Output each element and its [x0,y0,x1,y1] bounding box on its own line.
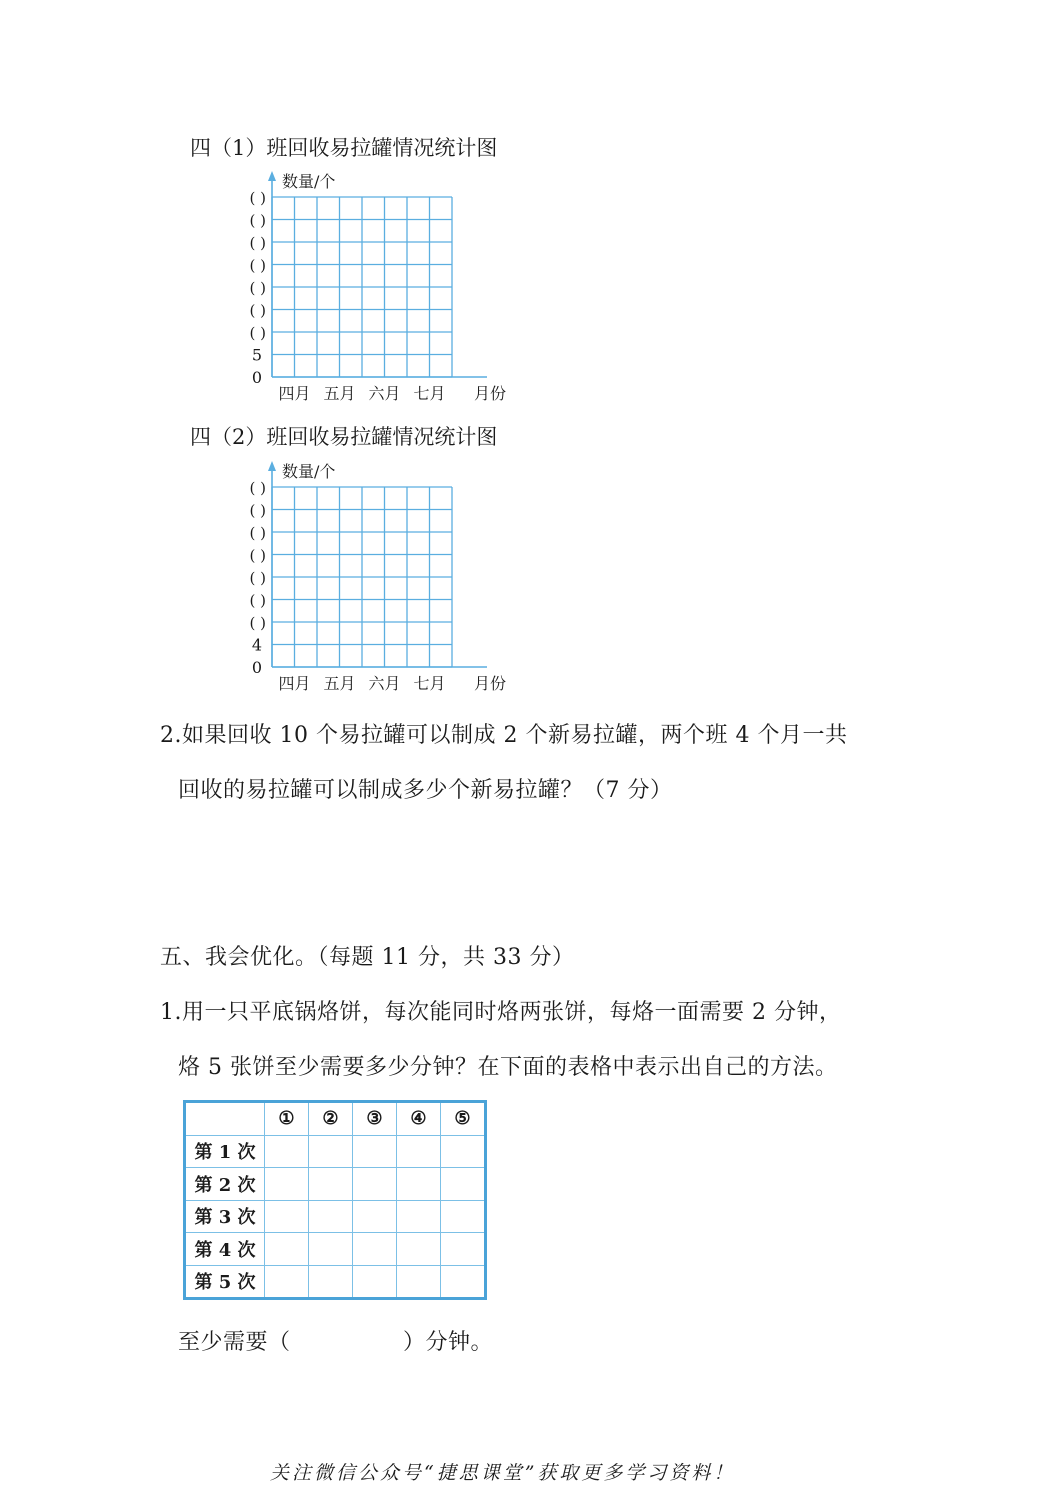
y-tick-label: ( ) [249,256,266,275]
x-tick-label: 六月 [368,674,401,693]
x-tick-label: 五月 [323,674,356,693]
chart-2 [200,455,530,700]
x-tick-label: 六月 [368,384,401,403]
answer-cell[interactable] [353,1168,397,1201]
column-header: ⑤ [441,1102,486,1136]
x-tick-label: 四月 [278,674,311,693]
answer-cell[interactable] [397,1233,441,1266]
column-header: ④ [397,1102,441,1136]
y-tick-label: 5 [251,345,262,365]
section-5-question-1-line-1: 1.用一只平底锅烙饼，每次能同时烙两张饼，每烙一面需要 2 分钟， [160,1000,842,1025]
answer-line: 至少需要（ ）分钟。 [178,1330,494,1355]
answer-cell[interactable] [309,1233,353,1266]
y-tick-label: ( ) [249,211,266,230]
answer-cell[interactable] [265,1200,309,1233]
footer-watermark: 关注微信公众号“捷思课堂”获取更多学习资料！ [270,1462,736,1484]
chart-1 [200,165,530,410]
answer-cell[interactable] [441,1168,486,1201]
row-header: 第 2 次 [185,1168,265,1201]
row-header: 第 1 次 [185,1135,265,1168]
row-header: 第 3 次 [185,1200,265,1233]
y-axis-arrow [268,461,276,471]
answer-cell[interactable] [441,1233,486,1266]
answer-cell[interactable] [441,1265,486,1299]
y-tick-label: ( ) [249,591,266,610]
x-tick-label: 四月 [278,384,311,403]
column-header: ③ [353,1102,397,1136]
answer-cell[interactable] [265,1168,309,1201]
row-header: 第 5 次 [185,1265,265,1299]
chart-1-title: 四（1）班回收易拉罐情况统计图 [190,136,498,160]
y-tick-label: 0 [251,658,262,677]
answer-cell[interactable] [353,1265,397,1299]
question-2-line-1: 2.如果回收 10 个易拉罐可以制成 2 个新易拉罐，两个班 4 个月一共 [160,723,848,748]
y-tick-label: ( ) [249,324,266,342]
y-tick-label: 0 [251,368,262,387]
y-tick-label: ( ) [249,479,266,497]
x-axis-label: 月份 [473,384,507,403]
answer-cell[interactable] [265,1265,309,1299]
column-header: ① [265,1102,309,1136]
answer-cell[interactable] [309,1168,353,1201]
x-tick-label: 五月 [323,384,356,403]
answer-cell[interactable] [309,1265,353,1299]
y-tick-label: ( ) [249,569,266,587]
y-axis-label: 数量/个 [282,462,336,481]
answer-cell[interactable] [441,1200,486,1233]
answer-cell[interactable] [265,1233,309,1266]
table-row [185,1168,486,1201]
y-tick-label: ( ) [249,234,266,252]
row-header: 第 4 次 [185,1233,265,1266]
pancake-table [183,1100,487,1300]
section-5-question-1-line-2: 烙 5 张饼至少需要多少分钟？在下面的表格中表示出自己的方法。 [178,1055,838,1080]
x-tick-label: 七月 [413,384,446,403]
answer-cell[interactable] [353,1200,397,1233]
y-tick-label: ( ) [249,501,266,520]
y-tick-label: ( ) [249,279,266,297]
table-header-row [185,1102,486,1136]
table-row [185,1135,486,1168]
answer-cell[interactable] [309,1135,353,1168]
table-row [185,1233,486,1266]
y-tick-label: ( ) [249,546,266,565]
y-tick-label: ( ) [249,614,266,632]
y-axis-arrow [268,171,276,181]
table-corner-cell [185,1102,265,1136]
y-tick-label: ( ) [249,301,266,320]
section-5-heading: 五、我会优化。（每题 11 分，共 33 分） [160,945,575,970]
table-row [185,1265,486,1299]
table-row [185,1200,486,1233]
y-tick-label: ( ) [249,524,266,542]
answer-cell[interactable] [309,1200,353,1233]
y-axis-label: 数量/个 [282,172,336,191]
x-axis-label: 月份 [473,674,507,693]
answer-cell[interactable] [397,1135,441,1168]
answer-cell[interactable] [353,1233,397,1266]
chart-2-title: 四（2）班回收易拉罐情况统计图 [190,425,498,449]
answer-cell[interactable] [353,1135,397,1168]
answer-cell[interactable] [397,1200,441,1233]
answer-cell[interactable] [397,1168,441,1201]
answer-cell[interactable] [441,1135,486,1168]
answer-cell[interactable] [265,1135,309,1168]
y-tick-label: 4 [251,635,262,655]
answer-cell[interactable] [397,1265,441,1299]
column-header: ② [309,1102,353,1136]
question-2-line-2: 回收的易拉罐可以制成多少个新易拉罐？（7 分） [178,778,673,803]
x-tick-label: 七月 [413,674,446,693]
y-tick-label: ( ) [249,189,266,207]
